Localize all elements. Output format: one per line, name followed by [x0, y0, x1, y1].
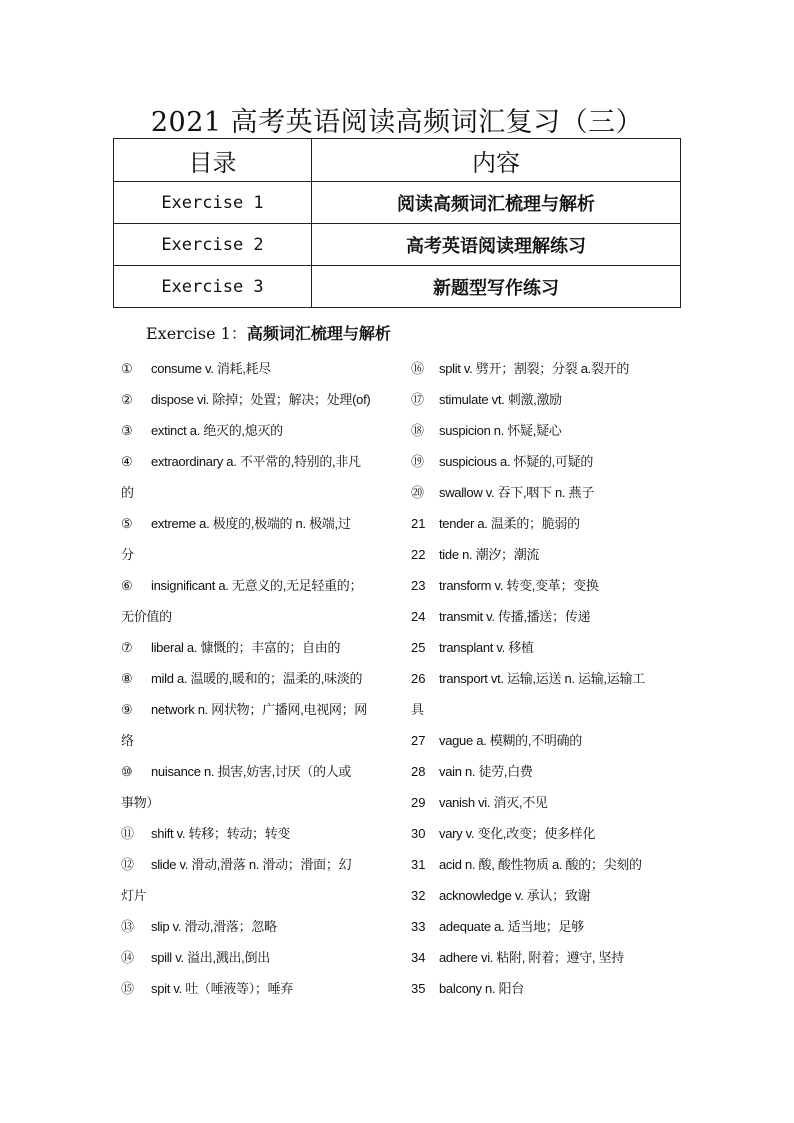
list-item: [411, 942, 681, 973]
item-number: ⑧: [121, 671, 133, 686]
contents-table: [113, 138, 681, 308]
list-item: [121, 477, 391, 508]
item-text: shift v. 转移；转动；转变: [151, 826, 291, 841]
item-text: vanish vi. 消灭,不见: [439, 795, 548, 810]
item-text: transmit v. 传播,播送；传递: [439, 609, 591, 624]
list-item: [121, 601, 391, 632]
item-text: 具: [411, 702, 424, 717]
item-number: 23: [411, 578, 426, 593]
item-text: swallow v. 吞下,咽下 n. 燕子: [439, 485, 594, 500]
table-row: [114, 224, 681, 266]
item-text: acknowledge v. 承认；致谢: [439, 888, 591, 903]
item-number: ②: [121, 392, 133, 407]
item-number: ⑫: [121, 857, 135, 872]
exercise-content: 新题型写作练习: [312, 266, 681, 308]
list-item: [411, 787, 681, 818]
item-text: suspicious a. 怀疑的,可疑的: [439, 454, 594, 469]
item-number: ④: [121, 454, 133, 469]
list-item: [411, 539, 681, 570]
list-item: [411, 756, 681, 787]
item-text: 分: [121, 547, 134, 562]
item-number: ⑩: [121, 764, 133, 779]
item-text: 络: [121, 733, 134, 748]
item-number: 28: [411, 764, 426, 779]
item-number: 25: [411, 640, 426, 655]
item-text: liberal a. 慷慨的；丰富的；自由的: [151, 640, 341, 655]
list-item: [411, 694, 681, 725]
exercise-content: 高考英语阅读理解练习: [312, 224, 681, 266]
item-text: 的: [121, 485, 134, 500]
item-text: transport vt. 运输,运送 n. 运输,运输工: [439, 671, 645, 686]
item-text: tender a. 温柔的；脆弱的: [439, 516, 580, 531]
item-text: 事物）: [121, 795, 160, 810]
item-text: slip v. 滑动,滑落；忽略: [151, 919, 277, 934]
contents-table-header: [114, 139, 681, 182]
item-number: ⑨: [121, 702, 133, 717]
item-text: dispose vi. 除掉；处置；解决；处理(of): [151, 392, 371, 407]
item-number: 34: [411, 950, 426, 965]
item-number: ⑳: [411, 485, 425, 500]
item-text: extraordinary a. 不平常的,特别的,非凡: [151, 454, 361, 469]
table-row: [114, 182, 681, 224]
item-text: extreme a. 极度的,极端的 n. 极端,过: [151, 516, 351, 531]
page-title: 2021 高考英语阅读高频词汇复习（三）: [150, 107, 644, 138]
item-text: vain n. 徒劳,白费: [439, 764, 533, 779]
list-item: [121, 942, 391, 973]
list-item: [411, 632, 681, 663]
list-item: [411, 353, 681, 384]
list-item: [411, 446, 681, 477]
list-item: [411, 508, 681, 539]
item-text: slide v. 滑动,滑落 n. 滑动；滑面；幻: [151, 857, 352, 872]
list-item: [121, 508, 391, 539]
item-text: nuisance n. 损害,妨害,讨厌（的人或: [151, 764, 352, 779]
list-item: [411, 818, 681, 849]
list-item: [411, 384, 681, 415]
item-text: adequate a. 适当地；足够: [439, 919, 584, 934]
vocab-column-right: [411, 353, 681, 1004]
list-item: [121, 663, 391, 694]
item-number: ⑥: [121, 578, 133, 593]
item-number: ⑤: [121, 516, 133, 531]
item-number: ③: [121, 423, 133, 438]
list-item: [121, 570, 391, 601]
item-number: ⑰: [411, 392, 425, 407]
list-item: [121, 384, 391, 415]
table-row: [114, 266, 681, 308]
list-item: [411, 725, 681, 756]
exercise-name: Exercise 2: [114, 224, 312, 266]
item-number: ⑯: [411, 361, 425, 376]
exercise-name: Exercise 3: [114, 266, 312, 308]
list-item: [121, 694, 391, 725]
item-text: network n. 网状物；广播网,电视网；网: [151, 702, 367, 717]
item-text: insignificant a. 无意义的,无足轻重的；: [151, 578, 363, 593]
item-number: 24: [411, 609, 426, 624]
header-content: 内容: [312, 139, 681, 182]
item-number: 32: [411, 888, 426, 903]
item-number: 22: [411, 547, 426, 562]
list-item: [121, 415, 391, 446]
item-number: 29: [411, 795, 426, 810]
list-item: [121, 973, 391, 1004]
item-text: extinct a. 绝灭的,熄灭的: [151, 423, 283, 438]
list-item: [411, 973, 681, 1004]
item-text: stimulate vt. 刺激,激励: [439, 392, 562, 407]
list-item: [411, 880, 681, 911]
list-item: [121, 725, 391, 756]
list-item: [121, 539, 391, 570]
item-number: 31: [411, 857, 426, 872]
item-text: transplant v. 移植: [439, 640, 534, 655]
list-item: [121, 911, 391, 942]
item-number: 21: [411, 516, 426, 531]
item-number: ①: [121, 361, 133, 376]
item-number: 26: [411, 671, 426, 686]
item-text: vary v. 变化,改变；使多样化: [439, 826, 596, 841]
item-text: adhere vi. 粘附, 附着；遵守, 坚持: [439, 950, 624, 965]
item-text: balcony n. 阳台: [439, 981, 524, 996]
item-text: acid n. 酸, 酸性物质 a. 酸的；尖刻的: [439, 857, 642, 872]
item-number: ⑱: [411, 423, 425, 438]
list-item: [121, 756, 391, 787]
list-item: [411, 415, 681, 446]
item-text: vague a. 模糊的,不明确的: [439, 733, 582, 748]
list-item: [121, 818, 391, 849]
list-item: [411, 663, 681, 694]
list-item: [121, 880, 391, 911]
list-item: [121, 446, 391, 477]
item-text: tide n. 潮汐；潮流: [439, 547, 540, 562]
item-text: mild a. 温暖的,暖和的；温柔的,味淡的: [151, 671, 363, 686]
item-number: ⑲: [411, 454, 425, 469]
item-number: ⑪: [121, 826, 135, 841]
list-item: [121, 353, 391, 384]
item-number: ⑬: [121, 919, 135, 934]
list-item: [411, 601, 681, 632]
list-item: [411, 911, 681, 942]
item-number: 27: [411, 733, 426, 748]
item-text: suspicion n. 怀疑,疑心: [439, 423, 562, 438]
list-item: [121, 632, 391, 663]
item-text: transform v. 转变,变革；变换: [439, 578, 599, 593]
section-heading: [146, 321, 391, 344]
item-text: split v. 劈开；割裂；分裂 a.裂开的: [439, 361, 630, 376]
item-text: 灯片: [121, 888, 147, 903]
section-heading-topic: 高频词汇梳理与解析: [246, 324, 391, 343]
item-number: 33: [411, 919, 426, 934]
list-item: [121, 849, 391, 880]
list-item: [411, 570, 681, 601]
item-number: 35: [411, 981, 426, 996]
list-item: [121, 787, 391, 818]
item-text: spill v. 溢出,溅出,倒出: [151, 950, 270, 965]
item-number: 30: [411, 826, 426, 841]
list-item: [411, 849, 681, 880]
list-item: [411, 477, 681, 508]
section-heading-exercise: Exercise 1：: [146, 324, 247, 343]
item-number: ⑭: [121, 950, 135, 965]
item-text: 无价值的: [121, 609, 172, 624]
header-toc: 目录: [114, 139, 312, 182]
item-number: ⑮: [121, 981, 135, 996]
item-text: consume v. 消耗,耗尽: [151, 361, 271, 376]
exercise-content: 阅读高频词汇梳理与解析: [312, 182, 681, 224]
vocab-column-left: [121, 353, 391, 1004]
item-number: ⑦: [121, 640, 133, 655]
item-text: spit v. 吐（唾液等）；唾弃: [151, 981, 294, 996]
exercise-name: Exercise 1: [114, 182, 312, 224]
